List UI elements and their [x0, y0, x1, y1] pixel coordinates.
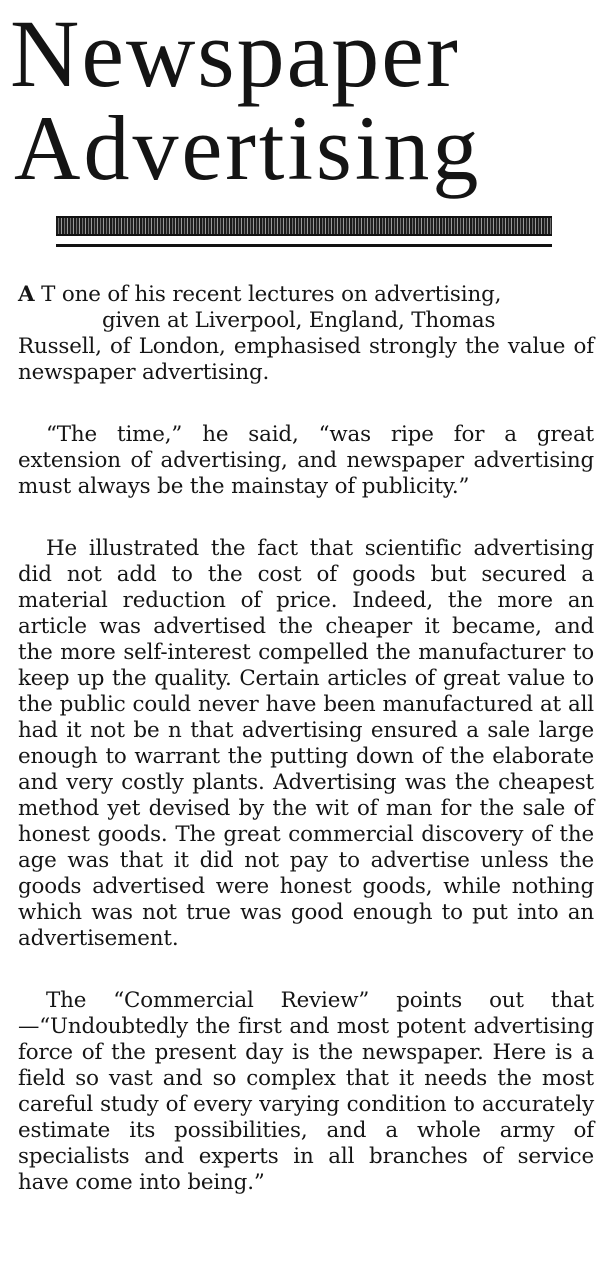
- divider-line: [56, 244, 552, 247]
- headline-line-2: Advertising: [14, 97, 482, 199]
- headline-line-1: Newspaper: [10, 0, 460, 107]
- paragraph-2: “The time,” he said, “was ripe for a great extension of advertising, and newspaper advertising must always be the mainstay of publicity.”: [18, 422, 594, 499]
- decorative-rule: [56, 216, 552, 236]
- paragraph-1-line-2: given at Liverpool, England, Thomas: [102, 308, 496, 333]
- paragraph-1-line-1: T one of his recent lectures on advertising,: [34, 282, 502, 307]
- paragraph-4: The “Commercial Review” points out that—“Undoubtedly the first and most potent advertising force of the present day is the newspaper. Here is a field so vast and so complex that it needs the most careful study of every varying condition to accurately estimate its possibilities, and a whole army of specialists and experts in all branches of service have come into being.”: [18, 988, 594, 1195]
- paragraph-1-rest: Russell, of London, emphasised strongly the value of newspaper advertising.: [18, 334, 594, 385]
- initial-letter: A: [18, 282, 35, 307]
- article-body: [18, 282, 594, 1232]
- paragraph-1: [18, 282, 594, 386]
- paragraph-3: He illustrated the fact that scientific advertising did not add to the cost of goods but secured a material reduction of price. Indeed, the more an article was advertised the cheaper it became, and the more self-interest compelled the manufacturer to keep up the quality. Certain articles of great value to the public could never have been manufactured at all had it not be n that advertising ensured a sale large enough to warrant the putting down of the elaborate and very costly plants. Advertising was the cheapest method yet devised by the wit of man for the sale of honest goods. The great commercial discovery of the age was that it did not pay to advertise unless the goods advertised were honest goods, while nothing which was not true was good enough to put into an advertisement.: [18, 536, 594, 951]
